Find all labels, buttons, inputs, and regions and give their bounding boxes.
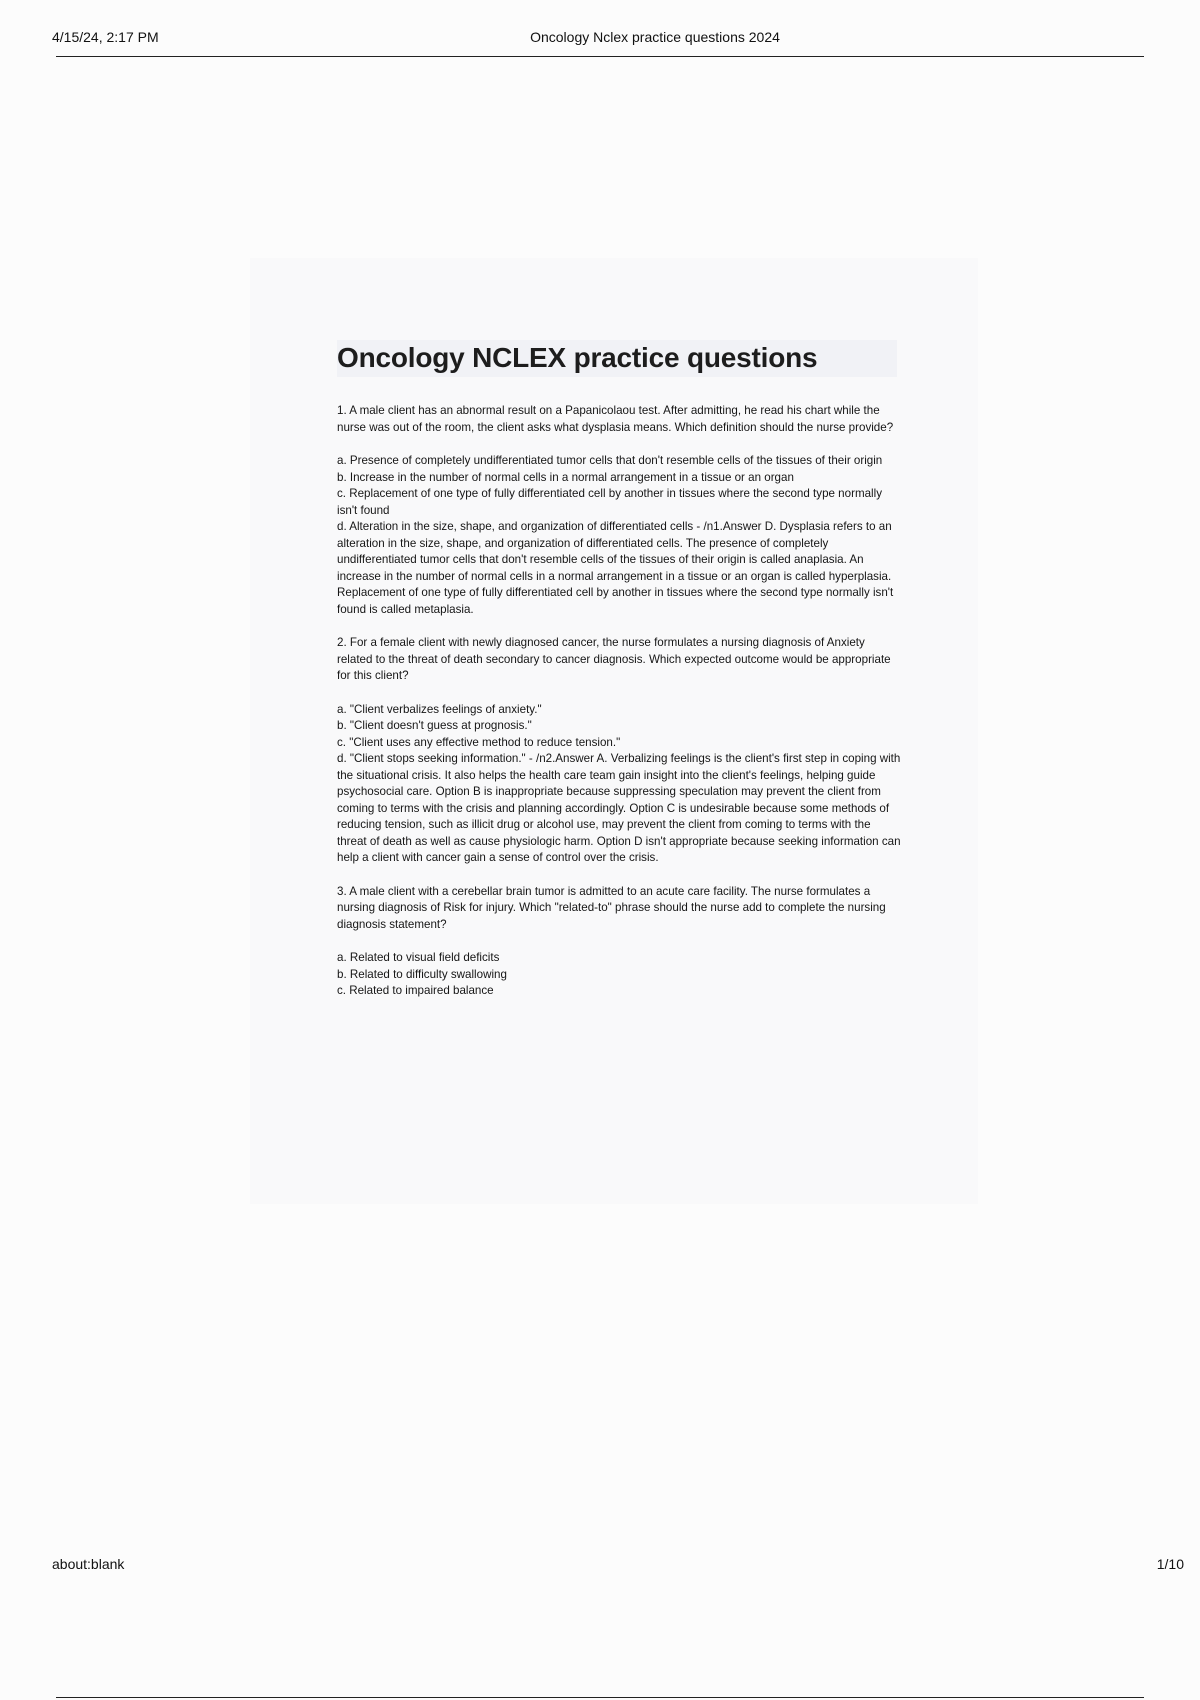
print-url: about:blank xyxy=(52,1556,125,1572)
print-datetime: 4/15/24, 2:17 PM xyxy=(52,29,159,45)
option-b: b. "Client doesn't guess at prognosis." xyxy=(337,719,532,732)
header-divider xyxy=(56,56,1144,57)
question-stem: 1. A male client has an abnormal result on a Papanicolaou test. After admitting, he read his chart while the nurse was out of the room, the client asks what dysplasia means. Which definition should the nurse provide? xyxy=(337,404,894,434)
document-title: Oncology NCLEX practice questions xyxy=(337,340,897,377)
question-2 xyxy=(337,635,902,867)
page-number: 1/10 xyxy=(1156,1556,1184,1572)
option-a: a. Related to visual field deficits xyxy=(337,951,500,964)
option-c: c. Replacement of one type of fully differentiated cell by another in tissues where the second type normally isn't found xyxy=(337,487,882,517)
question-stem: 3. A male client with a cerebellar brain tumor is admitted to an acute care facility. The nurse formulates a nursing diagnosis of Risk for injury. Which "related-to" phrase should the nurse add to complete the nursing diagnosis statement? xyxy=(337,884,886,931)
print-page-title: Oncology Nclex practice questions 2024 xyxy=(530,29,780,45)
option-b: b. Related to difficulty swallowing xyxy=(337,967,507,981)
option-d-answer: d. Alteration in the size, shape, and organization of differentiated cells - /n1.Answer D. Dysplasia refers to an alteration in the size, shape, and organization of differentiated cells. The presence of completely undifferentiated tumor cells that don't resemble cells of the tissues of their origin is called anaplasia. An increase in the number of normal cells in a normal arrangement in a tissue or an organ is called hyperplasia. Replacement of one type of fully differentiated cell by another in tissues where the second type normally isn't found is called metaplasia. xyxy=(337,520,894,616)
option-c: c. "Client uses any effective method to reduce tension." xyxy=(337,735,621,749)
option-d-answer: d. "Client stops seeking information." - /n2.Answer A. Verbalizing feelings is the client's first step in coping with the situational crisis. It also helps the health care team gain insight into the client's feelings, helping guide psychosocial care. Option B is inappropriate because suppressing speculation may prevent the client from coming to terms with the crisis and planning accordingly. Option C is undesirable because some methods of reducing tension, such as illicit drug or alcohol use, may prevent the client from coming to terms with the threat of death as well as cause physiologic harm. Option D isn't appropriate because seeking information can help a client with cancer gain a sense of control over the crisis. xyxy=(337,752,901,864)
question-options xyxy=(337,950,902,1000)
question-options xyxy=(337,453,902,618)
option-a: a. "Client verbalizes feelings of anxiety." xyxy=(337,702,542,716)
document-body xyxy=(337,340,902,1000)
question-options xyxy=(337,702,902,867)
question-3 xyxy=(337,884,902,1000)
footer-divider xyxy=(56,1697,1144,1698)
question-stem: 2. For a female client with newly diagnosed cancer, the nurse formulates a nursing diagnosis of Anxiety related to the threat of death secondary to cancer diagnosis. Which expected outcome would be appropriate for this client? xyxy=(337,636,891,682)
option-b: b. Increase in the number of normal cells in a normal arrangement in a tissue or an organ xyxy=(337,470,794,484)
option-a: a. Presence of completely undifferentiated tumor cells that don't resemble cells of the tissues of their origin xyxy=(337,454,883,467)
question-1 xyxy=(337,403,902,618)
option-c: c. Related to impaired balance xyxy=(337,984,494,997)
